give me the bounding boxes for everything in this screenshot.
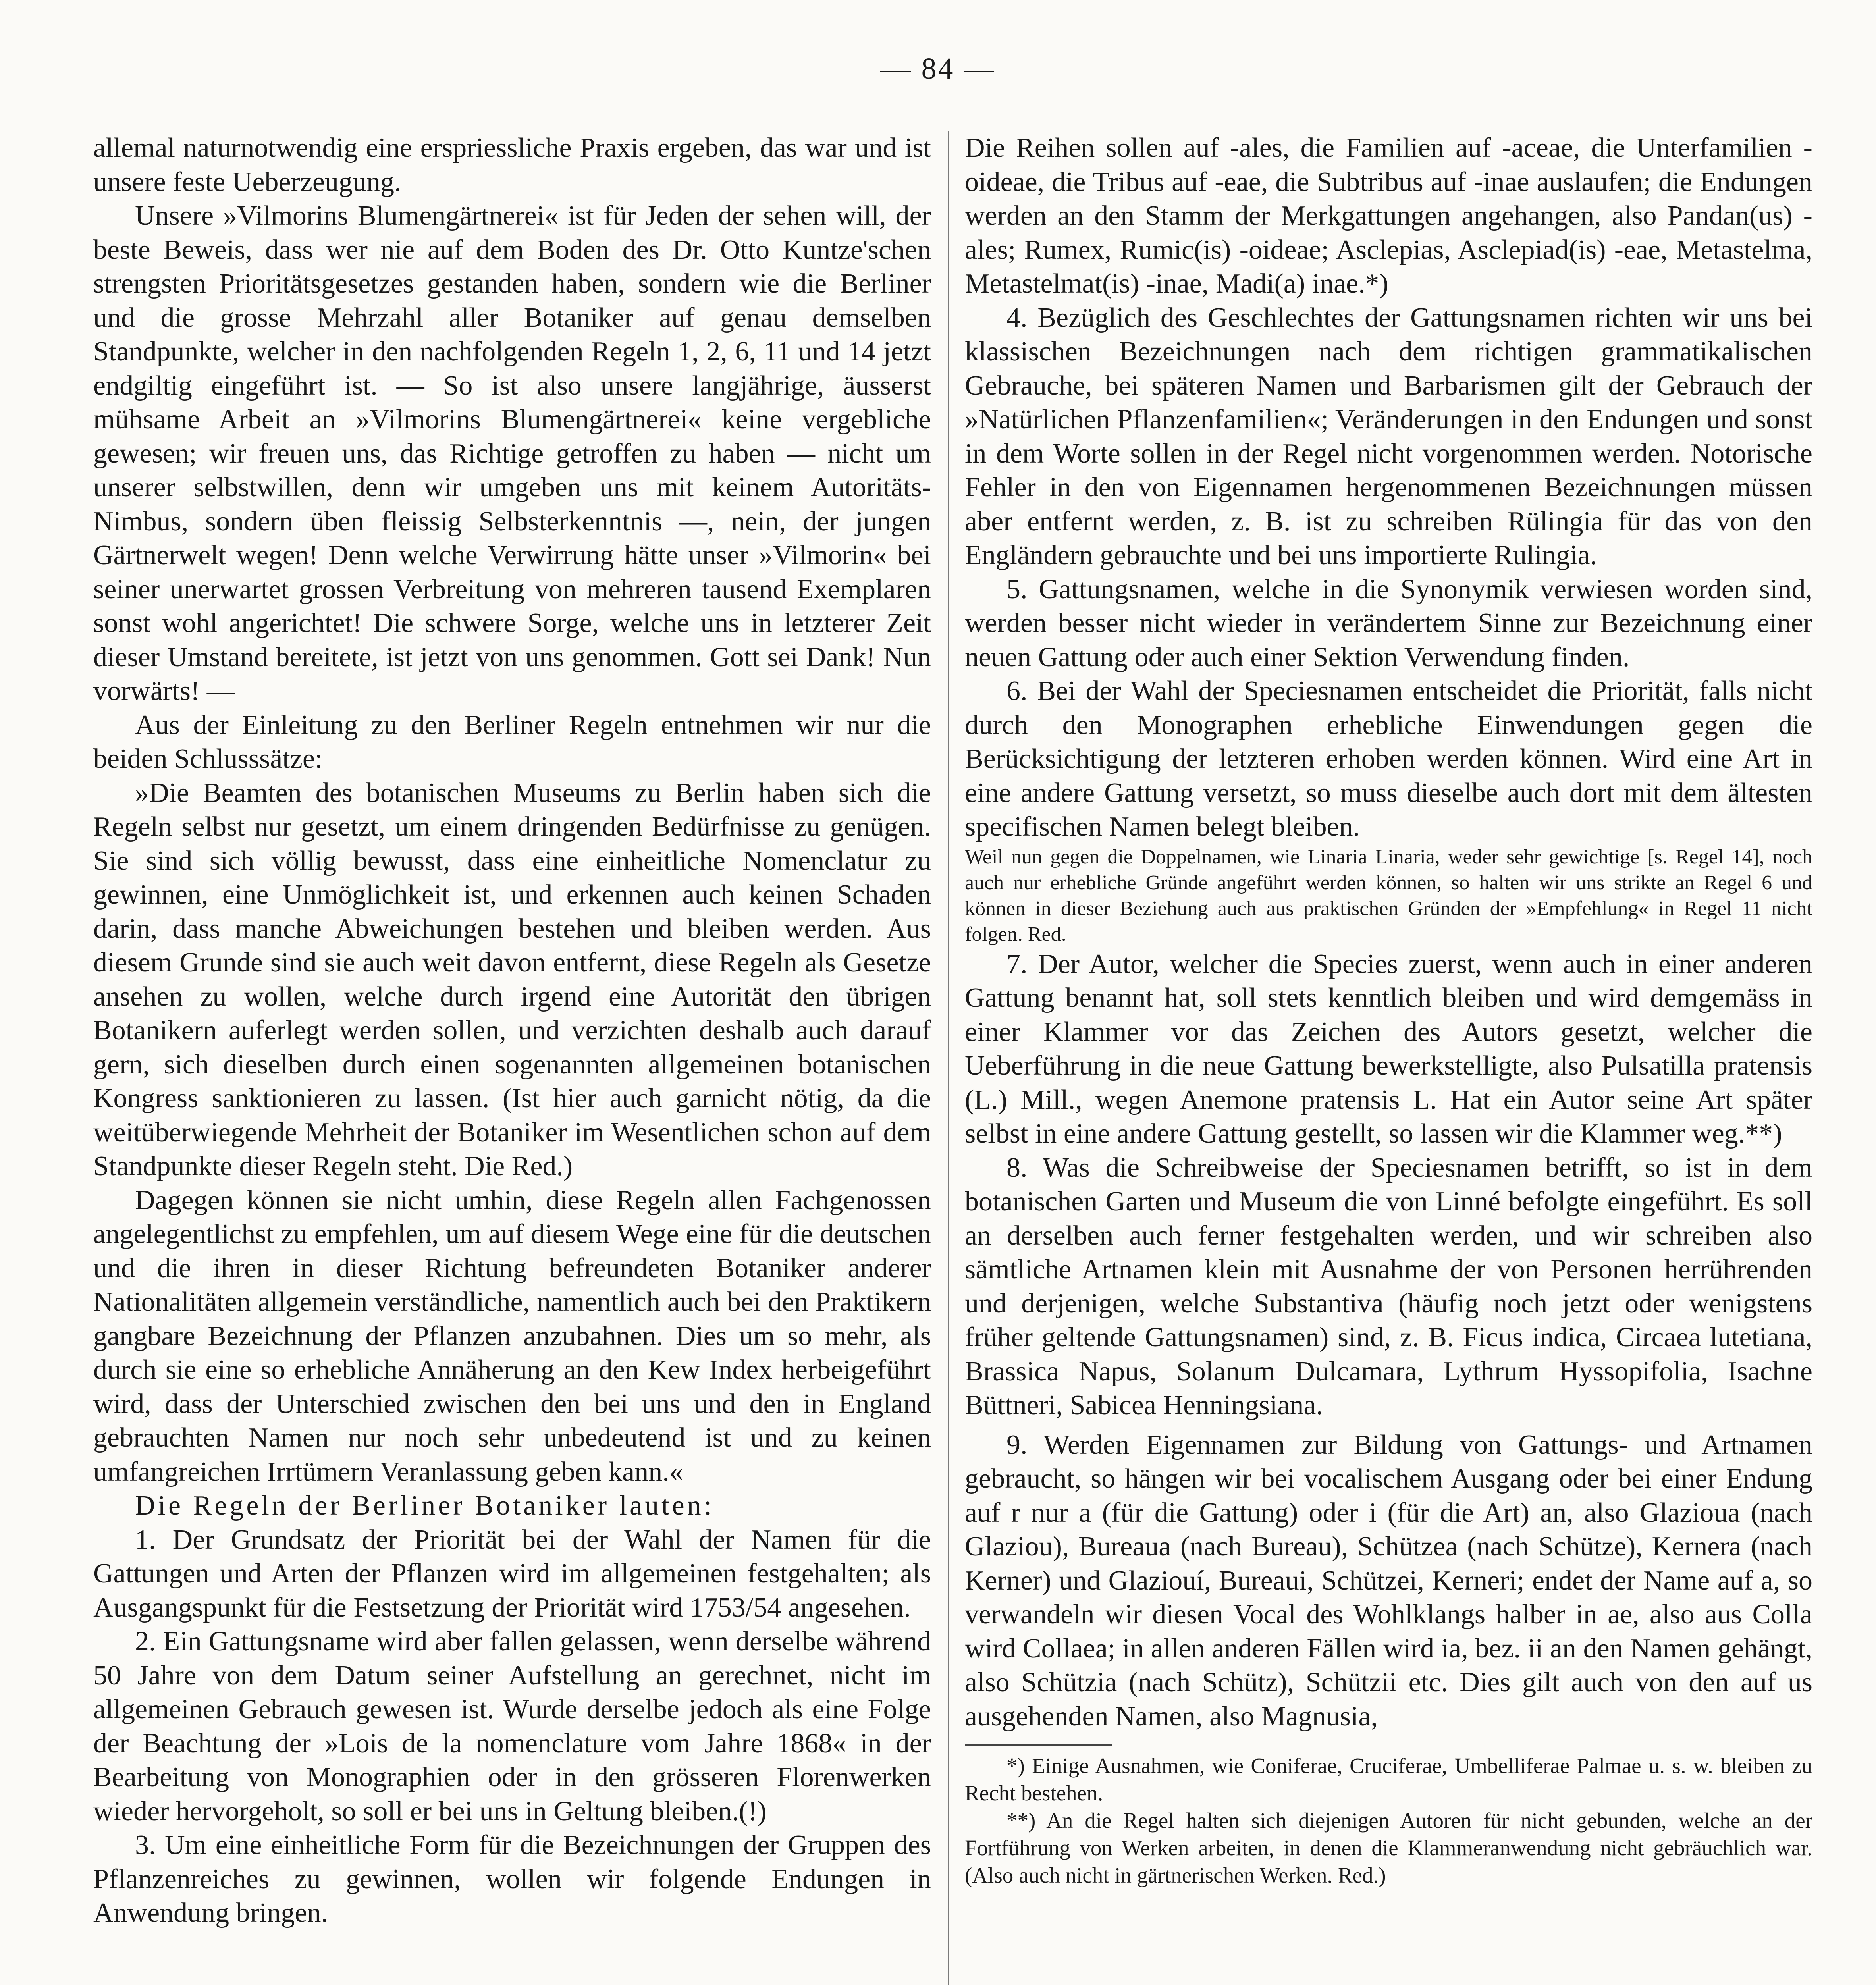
paragraph: allemal naturnotwendig eine erspriessliche Praxis ergeben, das war und ist unsere feste Ueberzeugung. [93,133,931,197]
left-column [93,131,931,1985]
footnote: *) Einige Ausnahmen, wie Coniferae, Cruciferae, Umbelliferae Palmae u. s. w. bleiben zu Recht bestehen. [965,1754,1812,1805]
section-heading: Die Regeln der Berliner Botaniker lauten: [135,1490,715,1521]
quote-paragraph: »Die Beamten des botanischen Museums zu Berlin haben sich die Regeln selbst nur gesetzt, um einem dringenden Bedürfnisse zu genügen. Sie sind sich völlig bewusst, dass eine einheitliche Nomenclatur zu gewinnen, eine Unmöglichkeit ist, und erkennen auch keinen Schaden darin, dass manche Abweichungen bestehen und bleiben werden. Aus diesem Grunde sind sie auch weit davon entfernt, diese Regeln als Gesetze ansehen zu wollen, welche durch irgend eine Autorität den übrigen Botanikern auferlegt werden sollen, und verzichten deshalb auch darauf gern, sich dieselben durch einen sogenannten allgemeinen botanischen Kongress sanktionieren zu lassen. (Ist hier auch garnicht nötig, da die weitüberwiegende Mehrheit der Botaniker im Wesentlichen schon auf dem Standpunkte dieser Regeln steht. Die Red.) [93,777,931,1181]
column-divider [948,131,949,1985]
editorial-note: Weil nun gegen die Doppelnamen, wie Linaria Linaria, weder sehr gewichtige [s. Regel 14], noch auch nur erhebliche Gründe angeführt werden können, so halten wir uns strikte an Regel 6 und können in dieser Beziehung auch aus praktischen Gründen der »Empfehlung« in Regel 11 nicht folgen. Red. [965,845,1812,946]
rule-item: 7. Der Autor, welcher die Species zuerst, wenn auch in einer anderen Gattung benannt hat, soll stets kenntlich bleiben und wird demgemäss in einer Klammer vor das Zeichen des Autors gesetzt, welcher die Ueberführung in die neue Gattung bewerkstelligte, also Pulsatilla pratensis (L.) Mill., wegen Anemone pratensis L. Hat ein Autor seine Art später selbst in eine andere Gattung gestellt, so lassen wir die Klammer weg.**) [965,948,1812,1149]
footnote: **) An die Regel halten sich diejenigen Autoren für nicht gebunden, welche an der Fortführung von Werken arbeiten, in denen die Klammeranwendung nicht gebräuchlich war. (Also auch nicht in gärtnerischen Werken. Red.) [965,1808,1812,1887]
footnote-separator [965,1744,1112,1746]
page-number: — 84 — [880,52,996,85]
rule-item: 1. Der Grundsatz der Priorität bei der Wahl der Namen für die Gattungen und Arten der Pflanzen wird im allgemeinen festgehalten; als Ausgangspunkt für die Festsetzung der Priorität wird 1753/54 angesehen. [93,1524,931,1623]
rule-item: 2. Ein Gattungsname wird aber fallen gelassen, wenn derselbe während 50 Jahre von dem Datum seiner Aufstellung an gerechnet, nicht im allgemeinen Gebrauch gewesen ist. Wurde derselbe jedoch als eine Folge der Beachtung der »Lois de la nomenclature vom Jahre 1868« in der Bearbeitung von Monographien oder in den grösseren Florenwerken wieder hervorgeholt, so soll er bei uns in Geltung bleiben.(!) [93,1626,931,1827]
paragraph: Unsere »Vilmorins Blumengärtnerei« ist für Jeden der sehen will, der beste Beweis, dass wer nie auf dem Boden des Dr. Otto Kuntze'schen strengsten Prioritätsgesetzes gestanden haben, sondern wie die Berliner und die grosse Mehrzahl aller Botaniker auf genau demselben Standpunkte, welcher in den nachfolgenden Regeln 1, 2, 6, 11 und 14 jetzt endgiltig eingeführt ist. — So ist also unsere langjährige, äusserst mühsame Arbeit an »Vilmorins Blumengärtnerei« keine vergebliche gewesen; wir freuen uns, das Richtige getroffen zu haben — nicht um unserer selbstwillen, denn wir umgeben uns mit keinem Autoritäts-Nimbus, sondern üben fleissig Selbsterkenntnis —, nein, der jungen Gärtnerwelt wegen! Denn welche Verwirrung hätte unser »Vilmorin« bei seiner unerwartet grossen Verbreitung von mehreren tausend Exemplaren sonst wohl angerichtet! Die schwere Sorge, welche uns in letzterer Zeit dieser Umstand bereitete, ist jetzt von uns genommen. Gott sei Dank! Nun vorwärts! — [93,200,931,706]
rule-item: 8. Was die Schreibweise der Speciesnamen betrifft, so ist in dem botanischen Garten und Museum die von Linné befolgte eingeführt. Es soll an derselben auch ferner festgehalten werden, und wir schreiben also sämtliche Artnamen klein mit Ausnahme der von Personen herrührenden und derjenigen, welche Substantiva (häufig noch jetzt oder wenigstens früher geltende Gattungsnamen) sind, z. B. Ficus indica, Circaea lutetiana, Brassica Napus, Solanum Dulcamara, Lythrum Hyssopifolia, Isachne Büttneri, Sabicea Henningsiana. [965,1152,1812,1420]
rule-item: 4. Bezüglich des Geschlechtes der Gattungsnamen richten wir uns bei klassischen Bezeichnungen nach dem richtigen grammatikalischen Gebrauche, bei späteren Namen und Barbarismen gilt der Gebrauch der »Natürlichen Pflanzenfamilien«; Veränderungen in den Endungen und sonst in dem Worte sollen in der Regel nicht vorgenommen werden. Notorische Fehler in den von Eigennamen hergenommenen Bezeichnungen müssen aber entfernt werden, z. B. ist zu schreiben Rülingia für das von den Engländern gebrauchte und bei uns importierte Rulingia. [965,302,1812,570]
right-column [965,131,1812,1985]
paragraph: Die Reihen sollen auf -ales, die Familien auf -aceae, die Unterfamilien -oideae, die Tribus auf -eae, die Subtribus auf -inae auslaufen; die Endungen werden an den Stamm der Merkgattungen angehangen, also Pandan(us) -ales; Rumex, Rumic(is) -oideae; Asclepias, Asclepiad(is) -eae, Metastelma, Metastelmat(is) -inae, Madi(a) inae.*) [965,133,1812,299]
quote-paragraph: Dagegen können sie nicht umhin, diese Regeln allen Fachgenossen angelegentlichst zu empfehlen, um auf diesem Wege eine für die deutschen und die ihren in dieser Richtung befreundeten Botaniker anderer Nationalitäten allgemein verständliche, namentlich auch bei den Praktikern gangbare Bezeichnung der Pflanzen anzubahnen. Dies um so mehr, als durch sie eine so erhebliche Annäherung an den Kew Index herbeigeführt wird, dass der Unterschied zwischen den bei uns und den in England gebrauchten Namen nur noch sehr unbedeutend ist und zu keinen umfangreichen Irrtümern Veranlassung geben kann.« [93,1185,931,1487]
rule-item: 3. Um eine einheitliche Form für die Bezeichnungen der Gruppen des Pflanzenreiches zu gewinnen, wollen wir folgende Endungen in Anwendung bringen. [93,1830,931,1928]
rule-item: 9. Werden Eigennamen zur Bildung von Gattungs- und Artnamen gebraucht, so hängen wir bei vocalischem Ausgang oder bei einer Endung auf r nur a (für die Gattung) oder i (für die Art) an, also Glazioua (nach Glaziou), Bureaua (nach Bureau), Schützea (nach Schütze), Kernera (nach Kerner) und Glaziouí, Bureaui, Schützei, Kerneri; endet der Name auf a, so verwandeln wir diesen Vocal des Wohlklangs halber in ae, also aus Colla wird Collaea; in allen anderen Fällen wird ia, bez. ii an den Namen gehängt, also Schützia (nach Schütz), Schützii etc. Dies gilt auch von den auf us ausgehenden Namen, also Magnusia, [965,1429,1812,1732]
rule-item: 6. Bei der Wahl der Speciesnamen entscheidet die Priorität, falls nicht durch den Monographen erhebliche Einwendungen gegen die Berücksichtigung der letzteren erhoben werden können. Wird eine Art in eine andere Gattung versetzt, so muss dieselbe auch dort mit dem ältesten specifischen Namen belegt bleiben. [965,676,1812,842]
rule-item: 5. Gattungsnamen, welche in die Synonymik verwiesen worden sind, werden besser nicht wieder in verändertem Sinne zur Bezeichnung einer neuen Gattung oder auch einer Sektion Verwendung finden. [965,574,1812,673]
paragraph: Aus der Einleitung zu den Berliner Regeln entnehmen wir nur die beiden Schlusssätze: [93,709,931,774]
